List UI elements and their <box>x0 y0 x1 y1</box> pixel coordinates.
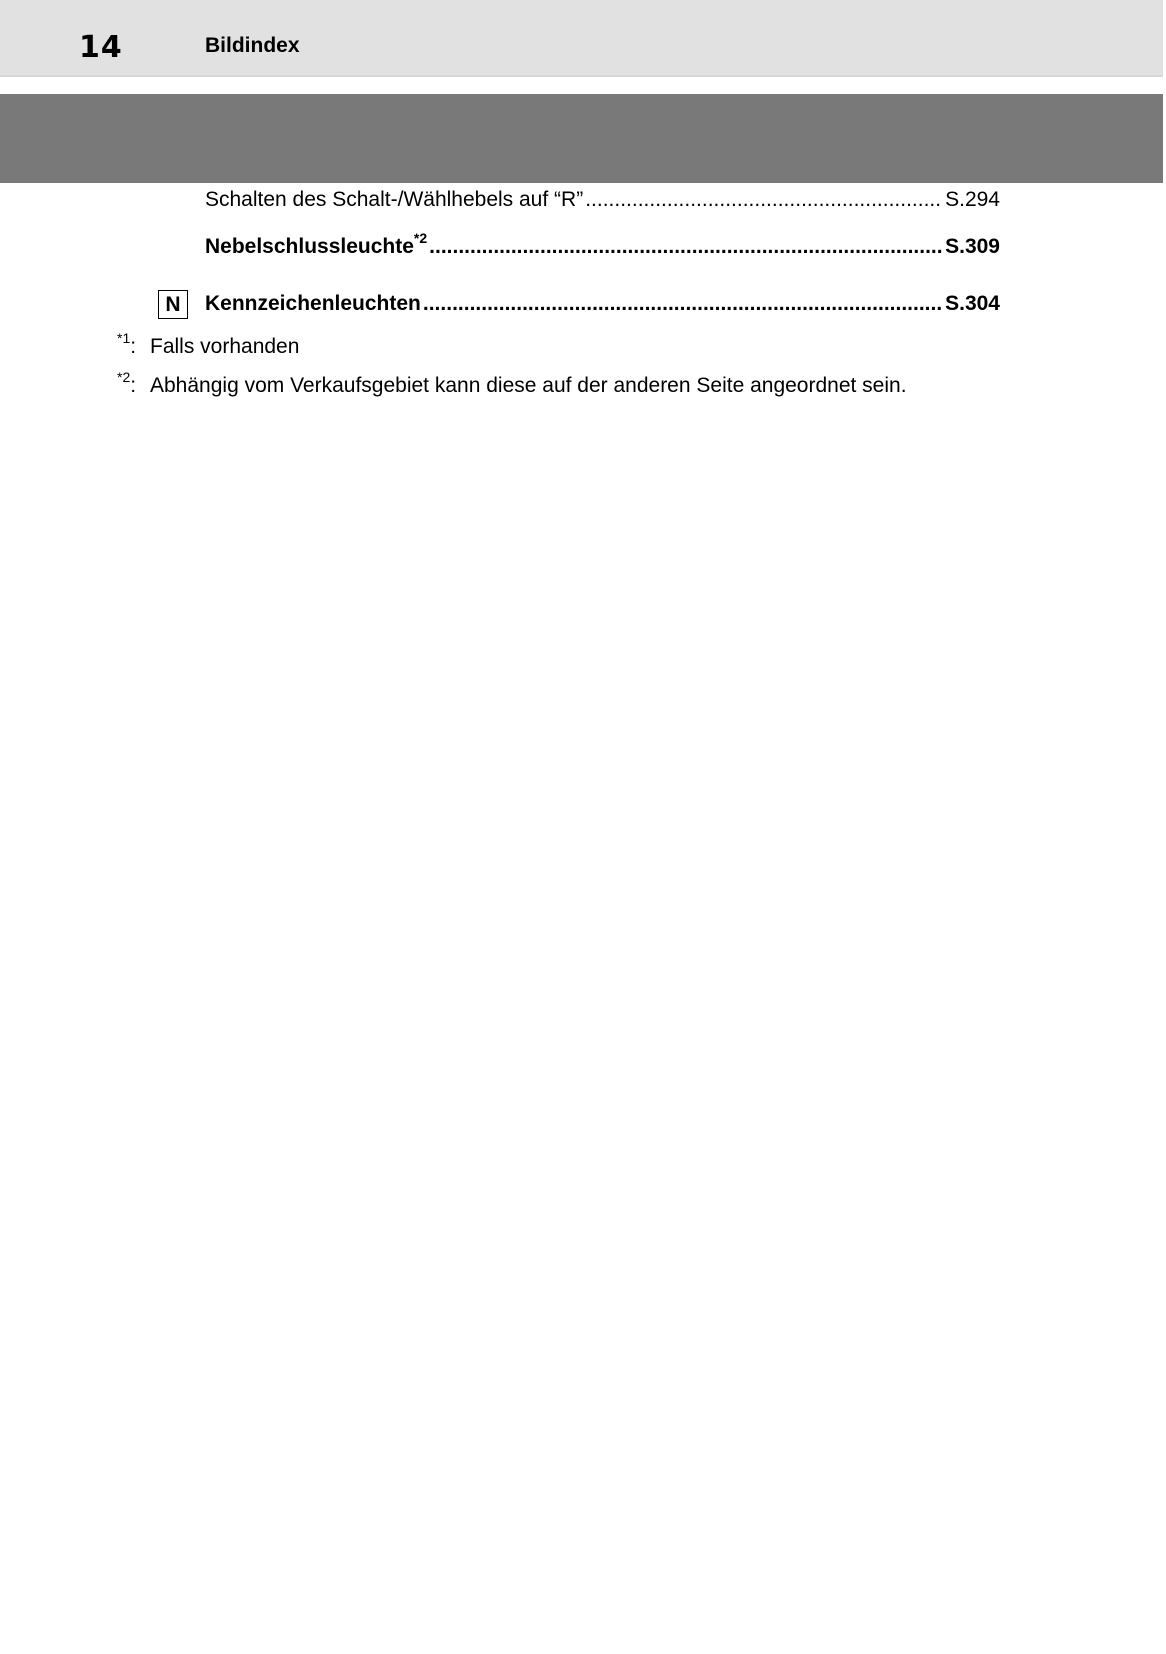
index-entry-shift-lever[interactable] <box>205 187 1000 213</box>
entry-label: Kennzeichenleuchten <box>205 292 421 315</box>
section-title: Bildindex <box>205 34 300 57</box>
index-entry-rear-fog-light[interactable] <box>205 230 1000 260</box>
footnote-marker-symbol: *2 <box>117 369 131 385</box>
page-header <box>0 0 1166 77</box>
dot-leader <box>429 234 943 260</box>
footnote-1 <box>117 330 300 360</box>
footnote-reference: *2 <box>413 230 428 246</box>
page-reference[interactable]: S.309 <box>945 235 1000 258</box>
page-reference[interactable]: S.304 <box>945 292 1000 315</box>
page-reference[interactable]: S.294 <box>945 188 1000 211</box>
index-entry-license-plate-lights[interactable] <box>205 291 1000 317</box>
footnote-marker-symbol: *1 <box>117 330 131 346</box>
illustration-band <box>0 94 1163 183</box>
entry-label: Schalten des Schalt-/Wählhebels auf “R” <box>205 188 584 211</box>
footnote-marker <box>117 330 150 360</box>
footnote-text: Falls vorhanden <box>150 335 300 358</box>
footnote-marker <box>117 369 150 399</box>
footnote-separator: : <box>130 335 137 358</box>
dot-leader <box>585 187 943 213</box>
entry-label-text: Nebelschlussleuchte <box>205 235 414 258</box>
footnote-separator: : <box>130 374 137 397</box>
callout-letter-box: N <box>158 290 188 319</box>
page-number: 14 <box>79 30 123 65</box>
dot-leader <box>423 291 943 317</box>
footnote-text: Abhängig vom Verkaufsgebiet kann diese auf der anderen Seite angeordnet sein. <box>150 374 907 397</box>
footnote-2 <box>117 369 907 399</box>
entry-label <box>205 230 428 260</box>
